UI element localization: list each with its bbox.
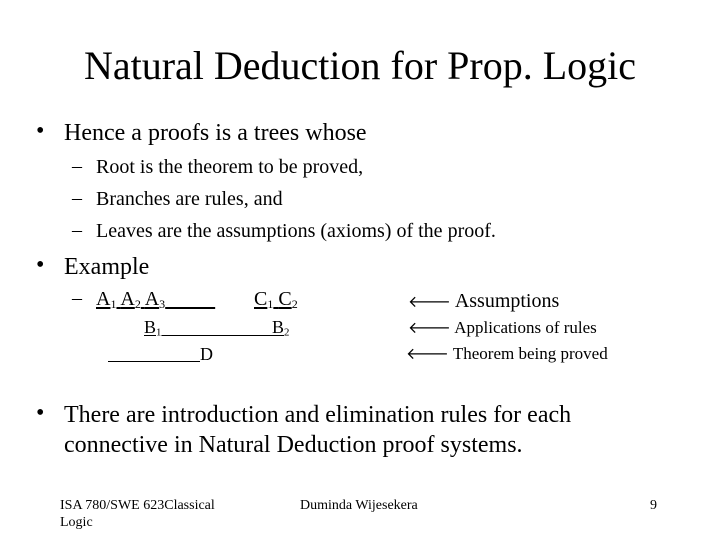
dash-marker: – [72, 287, 82, 309]
proof-c-group: $C_1$ $C_2$ [254, 288, 298, 311]
sub-bullet-root: Root is the theorem to be proved, [96, 156, 364, 178]
bullet-example: Example [64, 254, 150, 280]
sub-bullet-branches: Branches are rules, and [96, 188, 283, 210]
bullet-rules-line2: connective in Natural Deduction proof systems. [64, 432, 523, 458]
dash-marker: – [72, 155, 82, 177]
proof-assumptions-a [96, 287, 215, 311]
bullet-marker: • [36, 118, 45, 144]
proof-conclusion-line [108, 361, 200, 362]
proof-theorem-d: D [200, 344, 213, 364]
arrow-left-icon: 🡐 [408, 292, 451, 311]
arrow-left-icon: 🡐 [406, 344, 449, 363]
proof-assumptions-c [254, 287, 298, 311]
footer-course-line1: ISA 780/SWE 623Classical [60, 498, 215, 513]
sub-bullet-leaves: Leaves are the assumptions (axioms) of the proof. [96, 220, 496, 242]
footer-author: Duminda Wijesekera [300, 498, 418, 513]
footer-page-number: 9 [650, 498, 657, 513]
arrow-left-icon: 🡐 [408, 318, 451, 337]
annotation-theorem: 🡐 Theorem being proved [406, 344, 608, 363]
bullet-marker: • [36, 252, 45, 278]
footer-course-line2: Logic [60, 515, 93, 530]
bullet-hence: Hence a proofs is a trees whose [64, 120, 367, 146]
bullet-marker: • [36, 400, 45, 426]
annotation-applications: 🡐 Applications of rules [408, 318, 597, 337]
dash-marker: – [72, 187, 82, 209]
proof-rule-b2: $B_2$ [272, 317, 290, 339]
dash-marker: – [72, 219, 82, 241]
bullet-rules-line1: There are introduction and elimination rules for each [64, 402, 572, 428]
proof-a-group: $A_1$ $A_2$ $A_3$ [96, 288, 166, 311]
annotation-assumptions: 🡐 Assumptions [408, 290, 560, 312]
slide-title: Natural Deduction for Prop. Logic [83, 43, 637, 88]
proof-rule-b1: $B_1$ [144, 317, 162, 339]
